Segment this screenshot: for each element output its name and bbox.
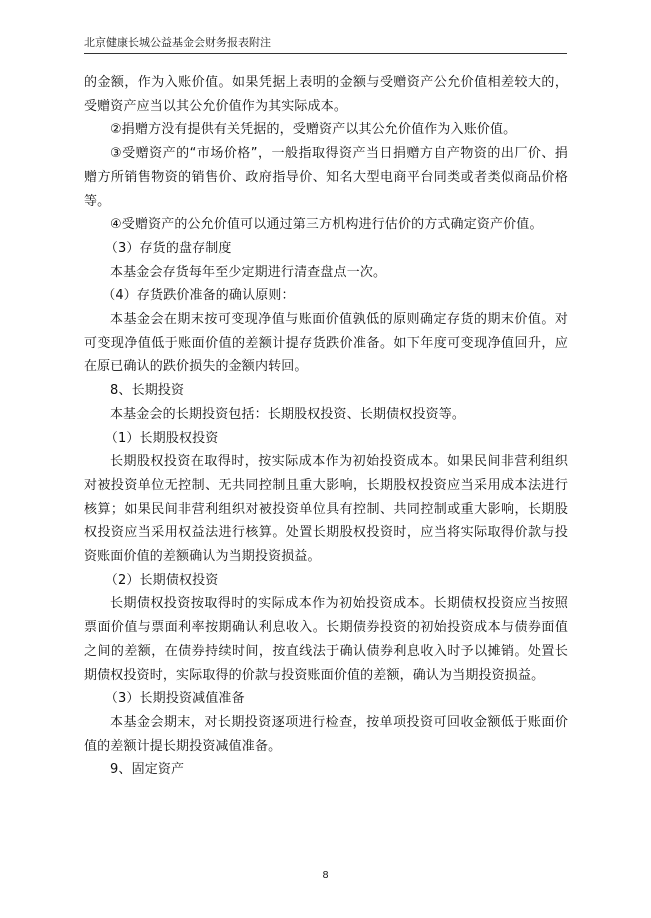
paragraph: 本基金会存货每年至少定期进行清查盘点一次。 bbox=[110, 264, 387, 280]
paragraph: 长期债权投资按取得时的实际成本作为初始投资成本。长期债权投资应当按照票面价值与票面利率按期确认利息收入。长期债券投资的初始投资成本与债券面值之间的差额，在债券持续时间，按直线法于确认债券利息收入时予以摊销。处置长期债权投资时，实际取得的价款与投资账面价值的差额，确认为当期投资损益。 bbox=[84, 596, 568, 683]
paragraph: ③受赠资产的“市场价格”，一般指取得资产当日捐赠方自产物资的出厂价、捐赠方所销售物资的销售价、政府指导价、知名大型电商平台同类或者类似商品价格等。 bbox=[84, 146, 568, 209]
paragraph: 长期股权投资在取得时，按实际成本作为初始投资成本。如果民间非营利组织对被投资单位无控制、无共同控制且重大影响，长期股权投资应当采用成本法进行核算；如果民间非营利组织对被投资单位具有控制、共同控制或重大影响，长期股权投资应当采用权益法进行核算。处置长期股权投资时，应当将实际取得价款与投资账面价值的差额确认为当期投资损益。 bbox=[84, 454, 568, 565]
paragraph: ④受赠资产的公允价值可以通过第三方机构进行估价的方式确定资产价值。 bbox=[110, 217, 543, 233]
page-number: 8 bbox=[322, 870, 329, 881]
body-text bbox=[84, 71, 568, 782]
paragraph: 的金额，作为入账价值。如果凭据上表明的金额与受赠资产公允价值相差较大的，受赠资产应当以其公允价值作为其实际成本。 bbox=[84, 75, 568, 114]
paragraph: （3）长期投资减值准备 bbox=[104, 691, 245, 707]
paragraph: （4）存货跌价准备的确认原则： bbox=[102, 288, 295, 304]
paragraph: ②捐赠方没有提供有关凭据的，受赠资产以其公允价值作为入账价值。 bbox=[110, 122, 517, 138]
paragraph: 本基金会期末，对长期投资逐项进行检查，按单项投资可回收金额低于账面价值的差额计提长期投资减值准备。 bbox=[84, 714, 568, 754]
paragraph: （1）长期股权投资 bbox=[104, 430, 219, 446]
paragraph: 本基金会的长期投资包括：长期股权投资、长期债权投资等。 bbox=[110, 406, 466, 422]
paragraph: （3）存货的盘存制度 bbox=[104, 240, 232, 256]
running-header: 北京健康长城公益基金会财务报表附注 bbox=[84, 36, 567, 54]
paragraph: 本基金会在期末按可变现净值与账面价值孰低的原则确定存货的期末价值。对可变现净值低于账面价值的差额计提存货跌价准备。如下年度可变现净值回升，应在原已确认的跌价损失的金额内转回。 bbox=[84, 312, 568, 375]
paragraph: 9、固定资产 bbox=[110, 762, 185, 778]
paragraph: 8、长期投资 bbox=[110, 383, 185, 399]
paragraph: （2）长期债权投资 bbox=[104, 572, 219, 588]
